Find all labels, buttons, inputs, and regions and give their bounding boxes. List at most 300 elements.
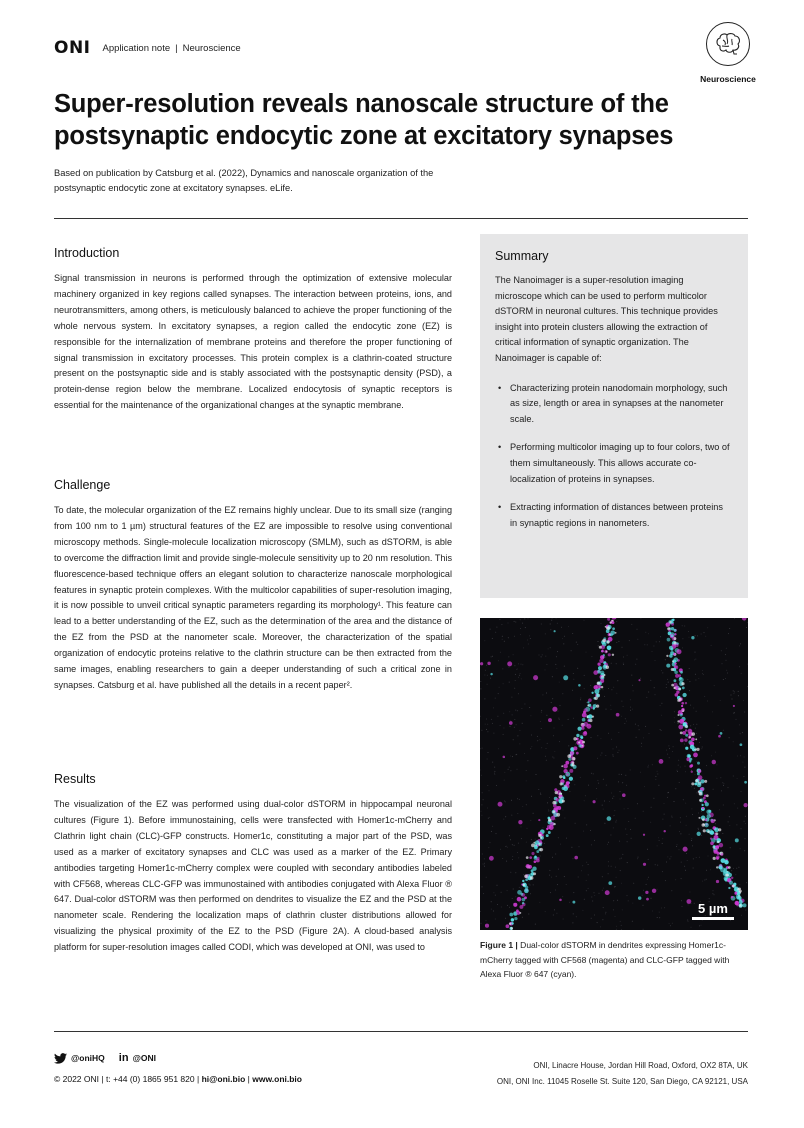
localization-spot	[638, 725, 639, 726]
localization-spot	[739, 724, 740, 725]
localization-spot	[692, 814, 693, 815]
localization-spot	[674, 670, 678, 674]
localization-spot	[685, 771, 686, 772]
localization-spot	[621, 929, 622, 930]
localization-spot	[541, 624, 542, 625]
localization-spot	[660, 636, 661, 637]
localization-spot	[628, 900, 629, 901]
localization-spot	[704, 696, 705, 697]
localization-spot	[697, 635, 698, 636]
localization-spot	[625, 718, 626, 719]
localization-spot	[735, 901, 739, 905]
localization-spot	[529, 707, 530, 708]
localization-spot	[637, 639, 638, 640]
localization-spot	[671, 816, 672, 817]
localization-spot	[535, 924, 536, 925]
localization-spot	[552, 698, 553, 699]
localization-spot	[602, 890, 603, 891]
localization-spot	[711, 819, 715, 823]
localization-spot	[643, 811, 644, 812]
localization-spot	[728, 787, 729, 788]
localization-spot	[716, 778, 717, 779]
localization-spot	[524, 875, 528, 879]
localization-spot	[510, 927, 513, 930]
localization-spot	[480, 911, 481, 912]
doc-category: Neuroscience	[182, 42, 241, 54]
localization-spot	[580, 777, 581, 778]
localization-spot	[517, 669, 518, 670]
localization-spot	[695, 738, 697, 740]
localization-spot	[588, 888, 589, 889]
localization-spot	[603, 779, 604, 780]
localization-spot	[484, 640, 485, 641]
localization-spot	[723, 679, 724, 680]
localization-spot	[621, 925, 622, 926]
localization-spot	[561, 765, 563, 767]
localization-spot	[613, 796, 614, 797]
figure-1-image	[480, 618, 748, 930]
localization-spot	[550, 892, 551, 893]
localization-spot	[504, 772, 505, 773]
localization-spot	[681, 705, 683, 707]
localization-spot	[507, 847, 508, 848]
localization-spot	[552, 757, 553, 758]
figure-1-caption	[480, 938, 748, 982]
localization-spot	[667, 754, 668, 755]
localization-spot	[563, 786, 568, 791]
localization-spot	[514, 688, 515, 689]
localization-spot	[636, 737, 637, 738]
localization-spot	[662, 819, 663, 820]
localization-spot	[702, 823, 706, 827]
localization-spot	[694, 788, 695, 789]
localization-spot	[682, 625, 683, 626]
localization-spot	[679, 698, 682, 701]
localization-spot	[578, 877, 579, 878]
localization-spot	[498, 748, 499, 749]
localization-spot	[689, 637, 690, 638]
localization-spot	[733, 693, 734, 694]
linkedin-link[interactable]	[119, 1052, 156, 1064]
localization-spot	[615, 822, 616, 823]
localization-spot	[630, 770, 631, 771]
localization-spot	[707, 627, 708, 628]
localization-spot	[487, 808, 488, 809]
localization-spot	[699, 857, 700, 858]
localization-spot	[673, 637, 676, 640]
localization-spot	[674, 717, 675, 718]
localization-spot	[593, 685, 597, 689]
localization-spot	[664, 803, 665, 804]
localization-spot	[491, 909, 492, 910]
localization-spot	[731, 877, 733, 879]
localization-spot	[595, 703, 596, 704]
localization-spot	[514, 719, 515, 720]
localization-spot	[546, 693, 547, 694]
localization-spot	[698, 829, 699, 830]
localization-spot	[674, 711, 675, 712]
scale-bar	[692, 901, 734, 920]
localization-spot	[655, 694, 656, 695]
localization-spot	[542, 654, 543, 655]
localization-spot	[499, 687, 500, 688]
localization-spot	[510, 839, 511, 840]
localization-spot	[488, 847, 489, 848]
localization-spot	[481, 775, 482, 776]
localization-spot	[631, 624, 632, 625]
localization-spot	[521, 708, 522, 709]
localization-spot	[664, 814, 665, 815]
localization-spot	[699, 742, 700, 743]
localization-spot	[621, 858, 622, 859]
localization-spot	[504, 801, 505, 802]
localization-spot	[586, 862, 587, 863]
localization-spot	[511, 922, 514, 925]
localization-spot	[602, 876, 603, 877]
localization-spot	[608, 688, 609, 689]
localization-spot	[647, 644, 648, 645]
localization-spot	[590, 706, 593, 709]
localization-spot	[530, 715, 531, 716]
localization-spot	[744, 757, 745, 758]
localization-spot	[520, 634, 521, 635]
localization-spot	[509, 711, 510, 712]
localization-spot	[482, 854, 483, 855]
localization-spot	[685, 747, 688, 750]
localization-spot	[672, 817, 673, 818]
localization-spot	[648, 767, 649, 768]
localization-spot	[650, 822, 651, 823]
localization-spot	[512, 714, 513, 715]
localization-spot	[569, 777, 573, 781]
localization-spot	[591, 918, 592, 919]
localization-spot	[533, 884, 534, 885]
localization-spot	[580, 698, 581, 699]
localization-spot	[648, 859, 649, 860]
localization-spot	[603, 674, 605, 676]
localization-spot	[746, 627, 747, 628]
localization-spot	[584, 899, 585, 900]
localization-spot	[680, 732, 683, 735]
localization-spot	[655, 779, 656, 780]
localization-spot	[615, 632, 617, 634]
localization-spot	[531, 852, 534, 855]
localization-spot	[490, 678, 491, 679]
localization-spot	[724, 868, 727, 871]
localization-spot	[517, 897, 522, 902]
localization-spot	[509, 835, 510, 836]
localization-spot	[666, 862, 667, 863]
localization-spot	[543, 849, 544, 850]
localization-spot	[657, 774, 658, 775]
localization-spot	[562, 725, 563, 726]
localization-spot	[503, 683, 504, 684]
localization-spot	[567, 754, 571, 758]
localization-spot	[743, 776, 744, 777]
localization-spot	[661, 715, 662, 716]
localization-spot	[593, 773, 594, 774]
localization-spot	[540, 837, 542, 839]
localization-spot	[521, 888, 522, 889]
localization-spot	[705, 636, 706, 637]
localization-spot	[608, 842, 609, 843]
localization-spot	[618, 781, 619, 782]
localization-spot	[487, 785, 488, 786]
localization-spot	[740, 743, 743, 746]
localization-spot	[739, 666, 740, 667]
localization-spot	[581, 736, 584, 739]
localization-spot	[659, 917, 660, 918]
localization-spot	[480, 662, 483, 665]
localization-spot	[487, 662, 490, 665]
localization-spot	[666, 750, 667, 751]
localization-spot	[638, 679, 640, 681]
localization-spot	[627, 841, 628, 842]
breadcrumb	[103, 43, 241, 54]
localization-spot	[630, 699, 631, 700]
localization-spot	[668, 682, 669, 683]
localization-spot	[723, 805, 724, 806]
localization-spot	[522, 917, 523, 918]
localization-spot	[693, 724, 694, 725]
localization-spot	[628, 821, 629, 822]
localization-spot	[487, 724, 488, 725]
localization-spot	[684, 866, 685, 867]
localization-spot	[601, 753, 602, 754]
localization-spot	[560, 782, 563, 785]
localization-spot	[503, 713, 504, 714]
localization-spot	[711, 645, 712, 646]
localization-spot	[482, 886, 483, 887]
localization-spot	[640, 772, 641, 773]
localization-spot	[680, 833, 681, 834]
localization-spot	[650, 680, 651, 681]
introduction-heading: Introduction	[54, 246, 120, 260]
localization-spot	[538, 789, 539, 790]
localization-spot	[662, 672, 663, 673]
localization-spot	[566, 773, 568, 775]
localization-spot	[578, 684, 581, 687]
localization-spot	[664, 907, 665, 908]
localization-spot	[739, 900, 743, 904]
localization-spot	[583, 831, 584, 832]
localization-spot	[710, 830, 714, 834]
localization-spot	[705, 818, 708, 821]
localization-spot	[503, 728, 504, 729]
localization-spot	[679, 677, 684, 682]
localization-spot	[702, 670, 703, 671]
localization-spot	[622, 909, 623, 910]
localization-spot	[678, 723, 679, 724]
localization-spot	[679, 831, 680, 832]
localization-spot	[512, 856, 513, 857]
localization-spot	[712, 711, 713, 712]
localization-spot	[615, 916, 616, 917]
localization-spot	[643, 929, 644, 930]
localization-spot	[684, 744, 685, 745]
localization-spot	[637, 629, 638, 630]
localization-spot	[520, 673, 521, 674]
localization-spot	[594, 697, 597, 700]
localization-spot	[682, 693, 686, 697]
localization-spot	[518, 693, 519, 694]
localization-spot	[539, 739, 540, 740]
localization-spot	[610, 835, 611, 836]
localization-spot	[699, 925, 700, 926]
localization-spot	[613, 900, 614, 901]
localization-spot	[697, 762, 700, 765]
localization-spot	[685, 725, 688, 728]
localization-spot	[562, 800, 565, 803]
localization-spot	[735, 892, 738, 895]
localization-spot	[491, 831, 492, 832]
linkedin-icon: in	[118, 1052, 129, 1064]
localization-spot	[553, 804, 557, 808]
localization-spot	[573, 780, 574, 781]
localization-spot	[714, 685, 715, 686]
localization-spot	[655, 660, 656, 661]
localization-spot	[604, 696, 605, 697]
localization-spot	[603, 907, 604, 908]
localization-spot	[519, 902, 520, 903]
localization-spot	[549, 825, 554, 830]
localization-spot	[700, 737, 701, 738]
localization-spot	[495, 895, 496, 896]
website-link[interactable]: www.oni.bio	[252, 1074, 302, 1084]
localization-spot	[701, 634, 702, 635]
localization-spot	[680, 739, 684, 743]
localization-spot	[659, 840, 660, 841]
localization-spot	[568, 719, 569, 720]
localization-spot	[603, 689, 604, 690]
localization-spot	[520, 893, 523, 896]
localization-spot	[496, 785, 497, 786]
localization-spot	[693, 858, 694, 859]
localization-spot	[695, 680, 696, 681]
localization-spot	[662, 843, 663, 844]
localization-spot	[619, 858, 620, 859]
localization-spot	[530, 885, 531, 886]
localization-spot	[484, 698, 485, 699]
localization-spot	[618, 641, 619, 642]
localization-spot	[524, 888, 529, 893]
localization-spot	[596, 704, 599, 707]
localization-spot	[534, 860, 537, 863]
twitter-link[interactable]	[54, 1053, 105, 1064]
localization-spot	[720, 732, 723, 735]
localization-spot	[515, 680, 516, 681]
localization-spot	[709, 898, 710, 899]
localization-spot	[536, 850, 539, 853]
localization-spot	[733, 776, 734, 777]
summary-bullet: • Characterizing protein nanodomain morphology, such as size, length or area in synapses at the nanometer scale.	[495, 381, 732, 428]
localization-spot	[537, 740, 538, 741]
localization-spot	[562, 693, 563, 694]
localization-spot	[613, 827, 614, 828]
localization-spot	[517, 735, 518, 736]
localization-spot	[573, 679, 574, 680]
localization-spot	[514, 665, 515, 666]
localization-spot	[549, 870, 550, 871]
localization-spot	[735, 898, 736, 899]
localization-spot	[641, 743, 642, 744]
top-divider	[54, 218, 748, 219]
localization-spot	[675, 674, 679, 678]
localization-spot	[678, 688, 681, 691]
localization-spot	[652, 911, 653, 912]
localization-spot	[617, 680, 618, 681]
localization-spot	[594, 915, 595, 916]
localization-spot	[574, 784, 575, 785]
localization-spot	[729, 881, 733, 885]
localization-spot	[666, 687, 667, 688]
badge-circle	[706, 22, 750, 66]
localization-spot	[515, 674, 516, 675]
localization-spot	[531, 839, 532, 840]
localization-spot	[510, 720, 511, 721]
localization-spot	[620, 870, 621, 871]
localization-spot	[635, 724, 636, 725]
email-link[interactable]: hi@oni.bio	[201, 1074, 246, 1084]
localization-spot	[718, 725, 719, 726]
localization-spot	[721, 790, 722, 791]
localization-spot	[557, 623, 558, 624]
localization-spot	[680, 817, 681, 818]
localization-spot	[739, 645, 740, 646]
localization-spot	[593, 800, 596, 803]
localization-spot	[540, 721, 541, 722]
localization-spot	[744, 712, 745, 713]
localization-spot	[586, 824, 587, 825]
localization-spot	[622, 647, 623, 648]
localization-spot	[670, 825, 671, 826]
localization-spot	[697, 782, 702, 787]
localization-spot	[483, 893, 484, 894]
twitter-handle: @oniHQ	[71, 1053, 105, 1063]
localization-spot	[563, 919, 564, 920]
localization-spot	[503, 819, 504, 820]
localization-spot	[696, 711, 697, 712]
localization-spot	[677, 720, 679, 722]
localization-spot	[689, 834, 690, 835]
localization-spot	[657, 889, 658, 890]
contact-separator: |	[101, 1074, 104, 1084]
localization-spot	[621, 774, 622, 775]
localization-spot	[568, 626, 569, 627]
localization-spot	[521, 678, 522, 679]
localization-spot	[678, 760, 679, 761]
localization-spot	[625, 775, 626, 776]
localization-spot	[611, 739, 612, 740]
localization-spot	[554, 909, 555, 910]
localization-spot	[710, 869, 711, 870]
localization-spot	[654, 687, 655, 688]
localization-spot	[610, 705, 611, 706]
localization-spot	[631, 838, 632, 839]
localization-spot	[559, 775, 562, 778]
localization-spot	[685, 702, 687, 704]
localization-spot	[481, 730, 482, 731]
localization-spot	[501, 907, 502, 908]
localization-spot	[609, 801, 610, 802]
localization-spot	[613, 687, 614, 688]
localization-spot	[728, 821, 729, 822]
localization-spot	[627, 895, 628, 896]
localization-spot	[554, 788, 557, 791]
localization-spot	[481, 811, 482, 812]
localization-spot	[747, 686, 748, 687]
localization-spot	[554, 728, 555, 729]
